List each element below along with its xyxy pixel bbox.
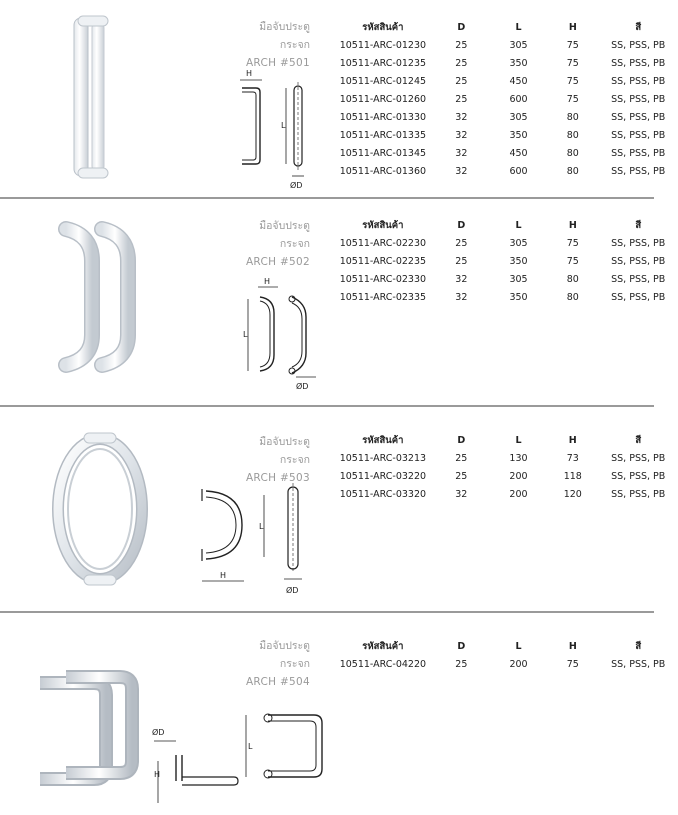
table-cell: 600 <box>509 165 528 177</box>
table-cell: 10511-ARC-01235 <box>339 57 427 69</box>
dim-label-h: H <box>220 571 227 580</box>
table-cell: 32 <box>455 488 468 500</box>
table-cell: 80 <box>566 165 579 177</box>
table-header-cell: L <box>515 219 522 231</box>
product-title-503: มือจับประตูกระจก ARCH #503 <box>245 436 310 484</box>
table-cell: 305 <box>509 237 528 249</box>
table-cell: 25 <box>455 452 468 464</box>
dimension-diagram-503 <box>188 481 318 601</box>
table-cell: SS, PSS, PB <box>611 129 666 141</box>
table-cell: 10511-ARC-02235 <box>339 255 427 267</box>
table-cell: 10511-ARC-01335 <box>339 129 427 141</box>
table-cell: SS, PSS, PB <box>611 488 666 500</box>
table-row <box>333 467 678 485</box>
table-header-cell: H <box>568 219 577 231</box>
table-cell: 450 <box>509 147 528 159</box>
table-cell: 80 <box>566 147 579 159</box>
dimension-diagram-504 <box>150 705 330 809</box>
dim-label-od: ØD <box>286 586 299 595</box>
table-cell: 350 <box>509 129 528 141</box>
table-cell: 350 <box>509 255 528 267</box>
table-cell: 32 <box>455 165 468 177</box>
table-cell: 10511-ARC-02330 <box>339 273 427 285</box>
table-header-cell: รหัสสินค้า <box>362 219 404 231</box>
table-header-cell: สี <box>635 219 642 231</box>
table-header-cell: D <box>457 434 466 446</box>
table-header-row <box>333 431 678 449</box>
table-cell: SS, PSS, PB <box>611 75 666 87</box>
table-row <box>333 288 678 306</box>
dim-label-od: ØD <box>152 728 165 737</box>
table-header-cell: สี <box>635 21 642 33</box>
table-cell: 25 <box>455 75 468 87</box>
table-row <box>333 252 678 270</box>
table-cell: SS, PSS, PB <box>611 658 666 670</box>
table-header-cell: รหัสสินค้า <box>362 640 404 652</box>
table-cell: 32 <box>455 273 468 285</box>
section-arch-502 <box>0 199 678 405</box>
table-cell: 75 <box>566 39 579 51</box>
spec-table-504 <box>333 637 678 673</box>
handle-photo-504 <box>30 669 146 793</box>
table-cell: 75 <box>566 237 579 249</box>
section-arch-503 <box>0 407 678 611</box>
table-cell: 200 <box>509 470 528 482</box>
table-header-cell: รหัสสินค้า <box>362 434 404 446</box>
table-cell: 75 <box>566 255 579 267</box>
table-row <box>333 655 678 673</box>
dim-label-h: H <box>264 277 271 286</box>
table-cell: 80 <box>566 273 579 285</box>
table-cell: 32 <box>455 291 468 303</box>
dim-label-l: L <box>243 330 248 339</box>
handle-photo-503 <box>50 429 150 589</box>
product-title-502: มือจับประตูกระจก ARCH #502 <box>245 220 310 268</box>
table-row <box>333 485 678 503</box>
table-cell: 305 <box>509 273 528 285</box>
table-cell: 75 <box>566 57 579 69</box>
table-cell: 25 <box>455 93 468 105</box>
table-cell: 600 <box>509 93 528 105</box>
table-row <box>333 449 678 467</box>
table-header-row <box>333 18 678 36</box>
table-cell: SS, PSS, PB <box>611 452 666 464</box>
dimension-diagram-501 <box>232 64 312 194</box>
table-cell: 25 <box>455 57 468 69</box>
table-cell: 25 <box>455 237 468 249</box>
table-cell: 10511-ARC-04220 <box>339 658 427 670</box>
table-cell: SS, PSS, PB <box>611 255 666 267</box>
table-cell: 25 <box>455 39 468 51</box>
table-cell: 75 <box>566 75 579 87</box>
table-cell: 25 <box>455 470 468 482</box>
table-cell: 10511-ARC-01230 <box>339 39 427 51</box>
table-cell: 305 <box>509 111 528 123</box>
table-header-cell: รหัสสินค้า <box>362 21 404 33</box>
table-cell: SS, PSS, PB <box>611 291 666 303</box>
dim-label-od: ØD <box>296 382 309 391</box>
table-row <box>333 234 678 252</box>
table-cell: 305 <box>509 39 528 51</box>
table-row <box>333 144 678 162</box>
table-header-cell: สี <box>635 434 642 446</box>
table-cell: 80 <box>566 129 579 141</box>
table-header-cell: L <box>515 640 522 652</box>
table-cell: SS, PSS, PB <box>611 273 666 285</box>
table-cell: 10511-ARC-03320 <box>339 488 427 500</box>
table-cell: 75 <box>566 658 579 670</box>
section-arch-504 <box>0 613 678 815</box>
dimension-diagram-502 <box>240 277 320 397</box>
table-header-cell: L <box>515 21 522 33</box>
table-cell: 75 <box>566 93 579 105</box>
table-cell: 200 <box>509 658 528 670</box>
table-cell: 25 <box>455 255 468 267</box>
spec-table-502 <box>333 216 678 306</box>
table-cell: 32 <box>455 147 468 159</box>
table-cell: 73 <box>566 452 579 464</box>
table-cell: 10511-ARC-01245 <box>339 75 427 87</box>
table-cell: 10511-ARC-02230 <box>339 237 427 249</box>
table-cell: 130 <box>509 452 528 464</box>
handle-photo-502 <box>52 217 148 377</box>
table-cell: 32 <box>455 111 468 123</box>
table-header-cell: D <box>457 219 466 231</box>
table-header-cell: L <box>515 434 522 446</box>
table-row <box>333 108 678 126</box>
table-cell: 200 <box>509 488 528 500</box>
table-header-row <box>333 216 678 234</box>
table-header-row <box>333 637 678 655</box>
table-cell: 10511-ARC-03220 <box>339 470 427 482</box>
table-cell: 10511-ARC-01260 <box>339 93 427 105</box>
dim-label-l: L <box>259 522 264 531</box>
table-cell: SS, PSS, PB <box>611 57 666 69</box>
table-cell: 10511-ARC-02335 <box>339 291 427 303</box>
section-arch-501 <box>0 0 678 198</box>
product-title-501: มือจับประตูกระจก ARCH #501 <box>245 21 310 69</box>
dim-label-l: L <box>281 121 286 130</box>
table-cell: 120 <box>563 488 582 500</box>
table-header-cell: H <box>568 640 577 652</box>
table-cell: 350 <box>509 57 528 69</box>
table-cell: 10511-ARC-01345 <box>339 147 427 159</box>
table-cell: 80 <box>566 291 579 303</box>
table-cell: SS, PSS, PB <box>611 39 666 51</box>
table-row <box>333 270 678 288</box>
table-row <box>333 54 678 72</box>
dim-label-l: L <box>248 742 253 751</box>
table-header-cell: D <box>457 640 466 652</box>
table-cell: 350 <box>509 291 528 303</box>
table-cell: 25 <box>455 658 468 670</box>
table-header-cell: D <box>457 21 466 33</box>
table-cell: SS, PSS, PB <box>611 237 666 249</box>
spec-table-503 <box>333 431 678 503</box>
table-header-cell: H <box>568 434 577 446</box>
dim-label-h: H <box>246 69 253 78</box>
dim-label-h: H <box>154 770 161 779</box>
table-header-cell: H <box>568 21 577 33</box>
table-header-cell: สี <box>635 640 642 652</box>
table-row <box>333 162 678 180</box>
table-cell: 10511-ARC-01360 <box>339 165 427 177</box>
table-row <box>333 72 678 90</box>
spec-table-501 <box>333 18 678 180</box>
product-title-504: มือจับประตูกระจก ARCH #504 <box>245 640 310 688</box>
table-cell: SS, PSS, PB <box>611 111 666 123</box>
table-row <box>333 126 678 144</box>
table-row <box>333 36 678 54</box>
dim-label-od: ØD <box>290 181 303 190</box>
table-cell: SS, PSS, PB <box>611 470 666 482</box>
table-row <box>333 90 678 108</box>
table-cell: 32 <box>455 129 468 141</box>
table-cell: SS, PSS, PB <box>611 93 666 105</box>
table-cell: SS, PSS, PB <box>611 165 666 177</box>
table-cell: 10511-ARC-01330 <box>339 111 427 123</box>
table-cell: 118 <box>563 470 582 482</box>
table-cell: 450 <box>509 75 528 87</box>
table-cell: SS, PSS, PB <box>611 147 666 159</box>
table-cell: 80 <box>566 111 579 123</box>
handle-photo-501 <box>62 12 122 182</box>
table-cell: 10511-ARC-03213 <box>339 452 427 464</box>
